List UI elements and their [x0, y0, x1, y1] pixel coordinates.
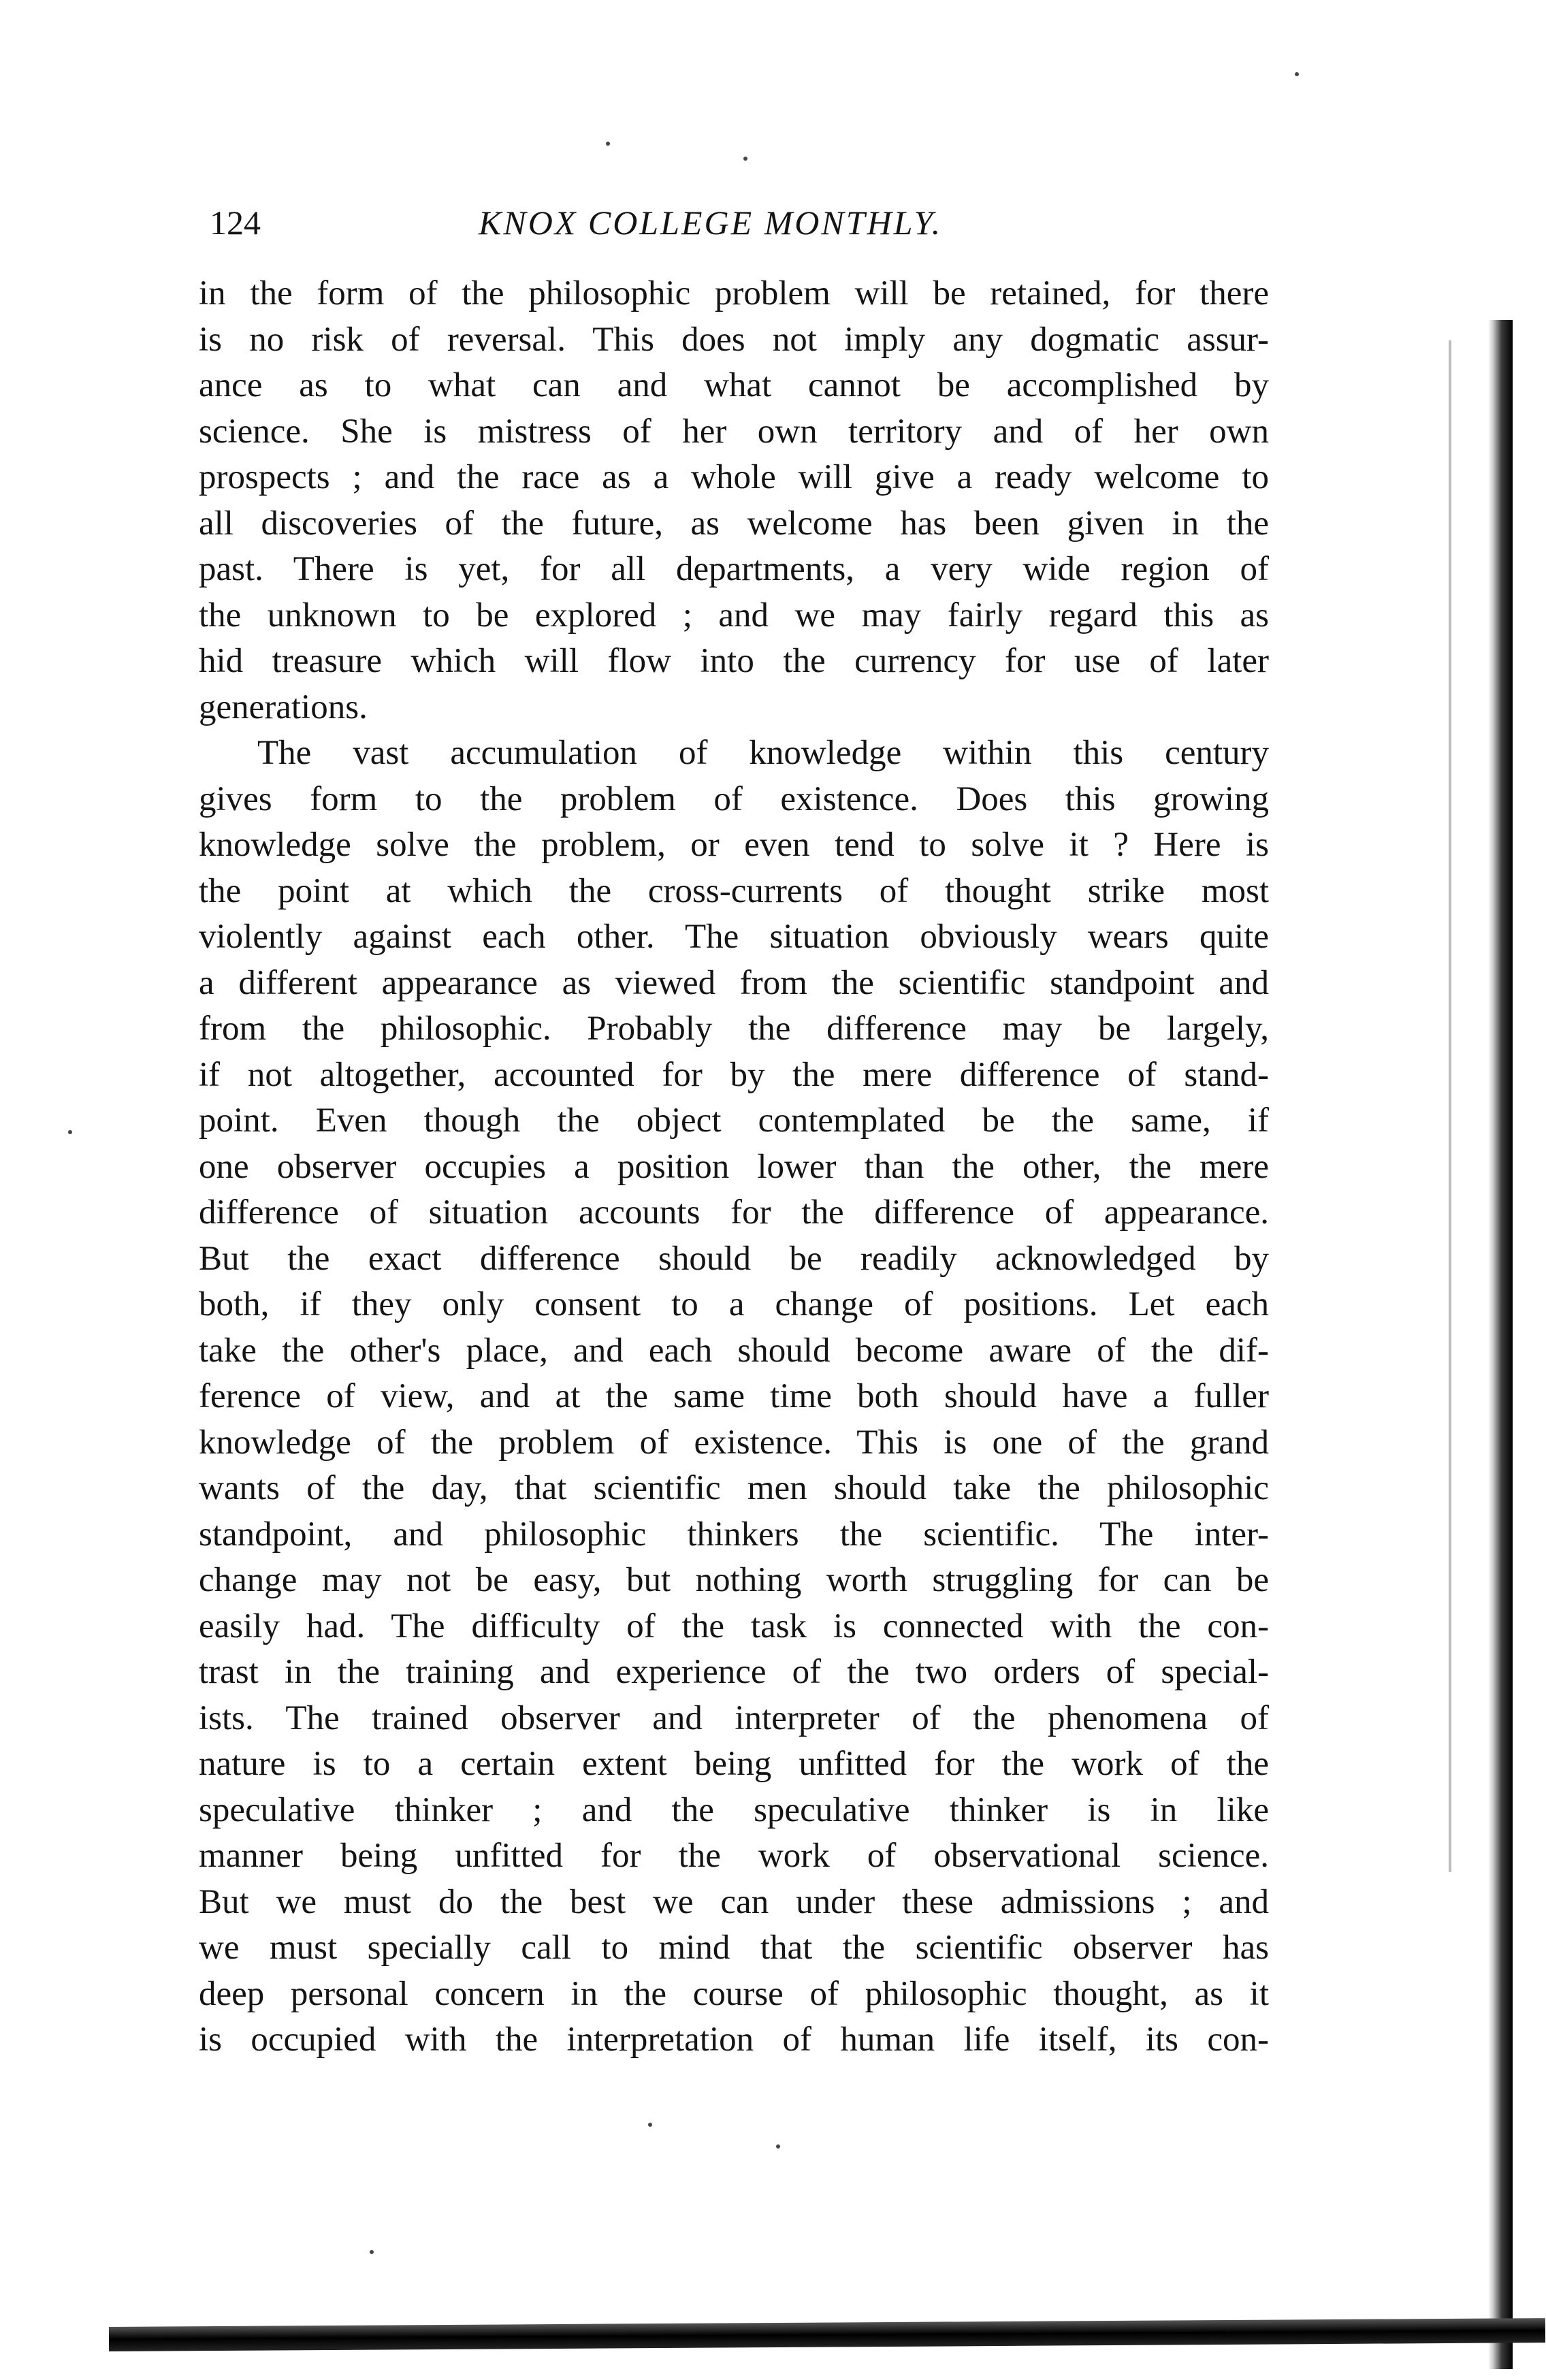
text-line: the point at which the cross-currents of thought strike most — [199, 871, 1269, 910]
text-line: standpoint, and philosophic thinkers the scientific. The inter- — [199, 1515, 1269, 1554]
text-line: speculative thinker ; and the speculative thinker is in like — [199, 1790, 1269, 1829]
body-text — [199, 271, 1269, 2063]
text-line: prospects ; and the race as a whole will give a ready welcome to — [199, 458, 1269, 496]
page-edge-shadow-bottom — [109, 2318, 1545, 2351]
text-line: But the exact difference should be readily acknowledged by — [199, 1239, 1269, 1278]
text-line: knowledge of the problem of existence. This is one of the grand — [199, 1423, 1269, 1462]
text-line: take the other's place, and each should become aware of the dif- — [199, 1331, 1269, 1370]
text-line: But we must do the best we can under these admissions ; and — [199, 1882, 1269, 1921]
text-line: in the form of the philosophic problem will be retained, for there — [199, 274, 1269, 312]
text-line: manner being unfitted for the work of observational science. — [199, 1837, 1269, 1875]
paragraph-end-line: generations. — [199, 688, 368, 726]
text-line: past. There is yet, for all departments, a very wide region of — [199, 550, 1269, 588]
text-line: a different appearance as viewed from the scientific standpoint and — [199, 963, 1269, 1002]
text-line: trast in the training and experience of the two orders of special- — [199, 1653, 1269, 1691]
text-line: we must specially call to mind that the scientific observer has — [199, 1929, 1269, 1967]
text-line: ference of view, and at the same time both should have a fuller — [199, 1377, 1269, 1415]
text-line: gives form to the problem of existence. Does this growing — [199, 779, 1269, 818]
text-line: violently against each other. The situation obviously wears quite — [199, 918, 1269, 956]
text-line: ists. The trained observer and interpreter of the phenomena of — [199, 1699, 1269, 1737]
text-line: one observer occupies a position lower than the other, the mere — [199, 1147, 1269, 1186]
scan-speck — [1295, 72, 1299, 76]
text-line: if not altogether, accounted for by the mere difference of stand- — [199, 1055, 1269, 1094]
page-number: 124 — [210, 204, 261, 242]
scan-speck — [370, 2250, 374, 2254]
text-line: science. She is mistress of her own territory and of her own — [199, 412, 1269, 451]
scan-speck — [743, 157, 747, 161]
text-line: difference of situation accounts for the difference of appearance. — [199, 1193, 1269, 1232]
text-line: easily had. The difficulty of the task is connected with the con- — [199, 1607, 1269, 1645]
text-line: from the philosophic. Probably the difference may be largely, — [199, 1010, 1269, 1048]
text-line: the unknown to be explored ; and we may fairly regard this as — [199, 596, 1269, 634]
text-line: ance as to what can and what cannot be accomplished by — [199, 366, 1269, 404]
scan-speck — [606, 142, 610, 146]
scan-margin-shadow — [1449, 340, 1451, 1872]
text-line: is occupied with the interpretation of human life itself, its con- — [199, 2021, 1269, 2059]
scan-speck — [776, 2144, 780, 2149]
scan-speck — [648, 2123, 652, 2127]
text-line: deep personal concern in the course of philosophic thought, as it — [199, 1974, 1269, 2013]
text-line: is no risk of reversal. This does not imply any dogmatic assur- — [199, 320, 1269, 359]
text-line: change may not be easy, but nothing worth struggling for can be — [199, 1561, 1269, 1599]
paragraph-start-line: The vast accumulation of knowledge within this century — [257, 734, 1269, 772]
text-line: all discoveries of the future, as welcome has been given in the — [199, 504, 1269, 543]
text-line: hid treasure which will flow into the currency for use of later — [199, 642, 1269, 680]
text-line: knowledge solve the problem, or even tend to solve it ? Here is — [199, 826, 1269, 864]
text-line: nature is to a certain extent being unfitted for the work of the — [199, 1745, 1269, 1783]
running-head: KNOX COLLEGE MONTHLY. — [479, 204, 943, 242]
text-line: wants of the day, that scientific men should take the philosophic — [199, 1469, 1269, 1507]
scan-speck — [68, 1130, 72, 1134]
page-edge-shadow-right — [1488, 320, 1513, 2369]
text-line: both, if they only consent to a change of positions. Let each — [199, 1285, 1269, 1323]
text-line: point. Even though the object contemplated be the same, if — [199, 1101, 1269, 1140]
page-header — [210, 199, 1299, 246]
